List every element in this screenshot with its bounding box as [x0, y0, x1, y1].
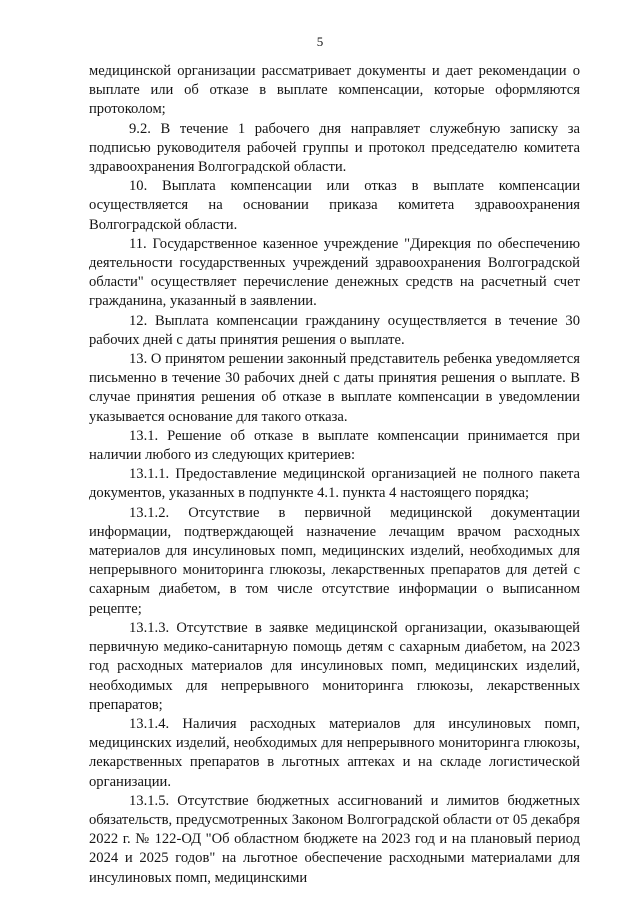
paragraph-9-2: 9.2. В течение 1 рабочего дня направляет служебную записку за подписью руководителя рабочей группы и протокол председателю комитета здравоохранения Волгоградской области. — [89, 120, 580, 176]
paragraph-11: 11. Государственное казенное учреждение "Дирекция по обеспечению деятельности государственных учреждений здравоохранения Волгоградской области" осуществляет перечисление денежных средств на расчетный счет гражданина, указанный в заявлении. — [89, 235, 580, 310]
paragraph-13-1-4: 13.1.4. Наличия расходных материалов для инсулиновых помп, медицинских изделий, необходимых для непрерывного мониторинга глюкозы, лекарственных препаратов в льготных аптеках и на складе логистической организации. — [89, 715, 580, 790]
paragraph-13-1: 13.1. Решение об отказе в выплате компенсации принимается при наличии любого из следующих критериев: — [89, 427, 580, 464]
document-body — [89, 62, 580, 888]
paragraph-13-1-1: 13.1.1. Предоставление медицинской организацией не полного пакета документов, указанных в подпункте 4.1. пункта 4 настоящего порядка; — [89, 466, 580, 502]
paragraph-12: 12. Выплата компенсации гражданину осуществляется в течение 30 рабочих дней с даты принятия решения о выплате. — [89, 312, 580, 348]
page-number: 5 — [316, 34, 324, 49]
paragraph-13-1-5: 13.1.5. Отсутствие бюджетных ассигнований и лимитов бюджетных обязательств, предусмотренных Законом Волгоградской области от 05 декабря 2022 г. № 122-ОД "Об областном бюджете на 2023 год и на плановый период 2024 и 2025 годов" на льготное обеспечение расходными материалами для инсулиновых помп, медицинскими — [89, 792, 580, 886]
paragraph-13-1-2: 13.1.2. Отсутствие в первичной медицинской документации информации, подтверждающей назначение лечащим врачом расходных материалов для инсулиновых помп, медицинских изделий, необходимых для непрерывного мониторинга глюкозы, лекарственных препаратов для детей с сахарным диабетом, в том числе отсутствие информации о выписанном рецепте; — [89, 504, 580, 617]
paragraph-13: 13. О принятом решении законный представитель ребенка уведомляется письменно в течение 30 рабочих дней с даты принятия решения о выплате. В случае принятия решения об отказе в выплате компенсации в уведомлении указывается основание для такого отказа. — [89, 351, 580, 425]
paragraph-continuation: медицинской организации рассматривает документы и дает рекомендации о выплате или об отказе в выплате компенсации, которые оформляются протоколом; — [89, 63, 580, 118]
paragraph-10: 10. Выплата компенсации или отказ в выплате компенсации осуществляется на основании приказа комитета здравоохранения Волгоградской области. — [89, 178, 580, 233]
paragraph-13-1-3: 13.1.3. Отсутствие в заявке медицинской организации, оказывающей первичную медико-санитарную помощь детям с сахарным диабетом, на 2023 год расходных материалов для инсулиновых помп, медицинских изделий, необходимых для непрерывного мониторинга глюкозы, лекарственных препаратов; — [89, 619, 580, 713]
